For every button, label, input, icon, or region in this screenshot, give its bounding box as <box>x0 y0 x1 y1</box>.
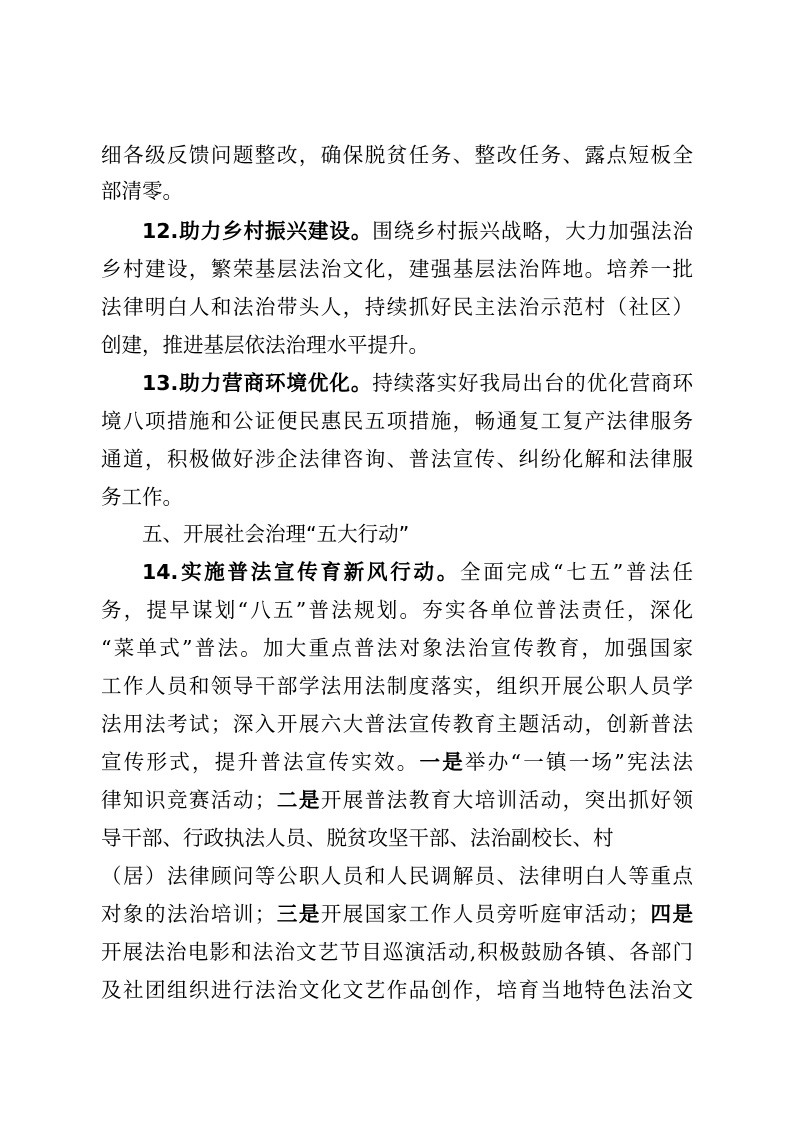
text-line <box>101 668 693 704</box>
text-run: 境八项措施和公证便民惠民五项措施，畅通复工复产法律服务 <box>101 409 693 433</box>
item-13-title: 13.助力营商环境优化。 <box>142 371 373 395</box>
emphasis-ordinal: 四是 <box>649 902 693 926</box>
text-line <box>101 896 693 932</box>
text-line <box>101 327 693 363</box>
text-run: 对象的法治培训； <box>101 902 276 926</box>
item-13-first-line <box>142 365 693 401</box>
text-run: “菜单式”普法。加大重点普法对象法治宣传教育，加强国家 <box>101 636 693 660</box>
text-line <box>101 630 693 666</box>
text-line <box>101 403 693 439</box>
text-run: 开展普法教育大培训活动，突出抓好领 <box>320 788 693 812</box>
text-line <box>101 782 693 818</box>
text-line <box>101 173 693 209</box>
text-run: 通道，积极做好涉企法律咨询、普法宣传、纠纷化解和法律服 <box>101 447 693 471</box>
text-run: 及社团组织进行法治文化文艺作品创作，培育当地特色法治文 <box>101 978 693 1002</box>
text-line <box>101 251 693 287</box>
text-line <box>101 934 693 970</box>
text-run: 全面完成“七五”普法任 <box>460 560 693 584</box>
text-line <box>101 592 693 628</box>
item-14-title: 14.实施普法宣传育新风行动。 <box>142 560 461 584</box>
text-run: 导干部、行政执法人员、脱贫攻坚干部、法治副校长、村 <box>101 826 614 850</box>
text-run: 法用法考试；深入开展六大普法宣传教育主题活动，创新普法 <box>101 712 693 736</box>
text-run: 创建，推进基层依法治理水平提升。 <box>101 333 429 357</box>
text-line <box>101 137 693 173</box>
text-run: 部清零。 <box>101 179 183 203</box>
text-line <box>101 441 693 477</box>
text-run: 开展国家工作人员旁听庭审活动； <box>320 902 650 926</box>
text-line <box>101 858 693 894</box>
item-12-first-line <box>142 213 693 249</box>
text-line <box>101 744 693 780</box>
text-run: 法律明白人和法治带头人，持续抓好民主法治示范村（社区） <box>101 295 693 319</box>
text-run: 务工作。 <box>101 485 183 509</box>
text-line <box>101 972 693 1008</box>
emphasis-ordinal: 二是 <box>275 788 321 812</box>
text-run: （居）法律顾问等公职人员和人民调解员、法律明白人等重点 <box>101 864 693 888</box>
text-line <box>101 479 693 515</box>
text-run: 律知识竞赛活动； <box>101 788 276 812</box>
emphasis-ordinal: 一是 <box>419 750 466 774</box>
text-run: 围绕乡村振兴战略，大力加强法治 <box>372 219 693 243</box>
item-14-first-line <box>142 554 693 590</box>
text-run: 务，提早谋划“八五”普法规划。夯实各单位普法责任，深化 <box>101 598 693 622</box>
text-run: 举办“一镇一场”宪法法 <box>465 750 693 774</box>
section-heading: 五、开展社会治理“五大行动” <box>142 522 410 546</box>
text-run: 细各级反馈问题整改，确保脱贫任务、整改任务、露点短板全 <box>101 143 693 167</box>
text-run: 开展法治电影和法治文艺节目巡演活动,积极鼓励各镇、各部门 <box>101 940 693 964</box>
text-run: 宣传形式，提升普法宣传实效。 <box>101 750 420 774</box>
text-run: 工作人员和领导干部学法用法制度落实，组织开展公职人员学 <box>101 674 693 698</box>
emphasis-ordinal: 三是 <box>275 902 321 926</box>
text-line <box>101 820 693 856</box>
item-12-title: 12.助力乡村振兴建设。 <box>142 219 373 243</box>
text-line <box>101 289 693 325</box>
text-run: 持续落实好我局出台的优化营商环 <box>372 371 693 395</box>
text-line <box>101 706 693 742</box>
text-run: 乡村建设，繁荣基层法治文化，建强基层法治阵地。培养一批 <box>101 257 693 281</box>
